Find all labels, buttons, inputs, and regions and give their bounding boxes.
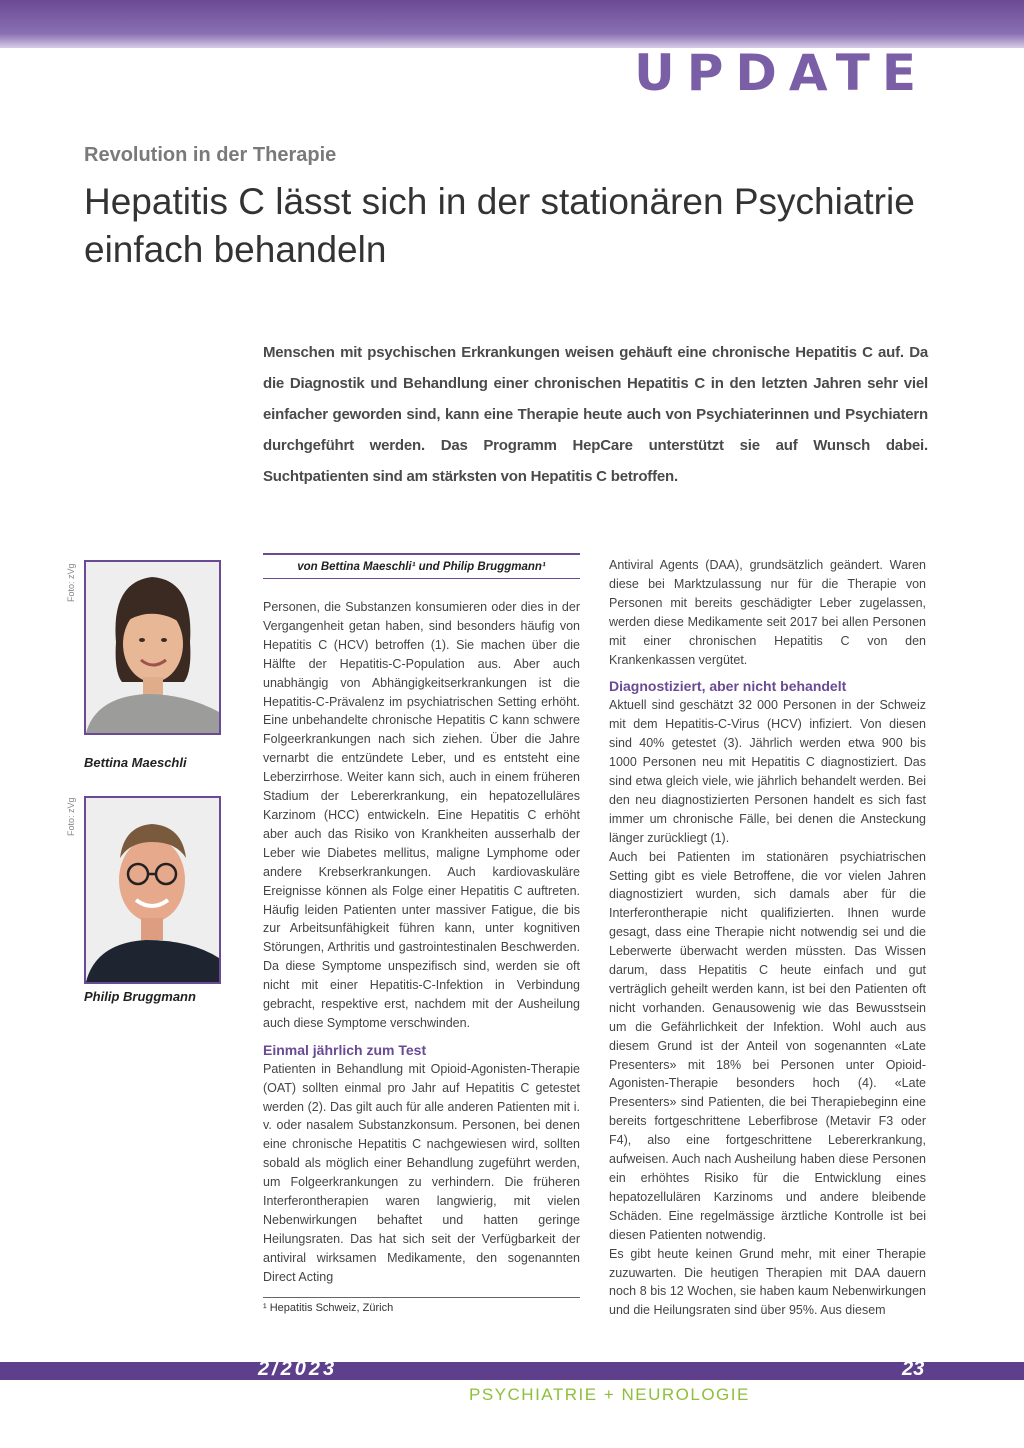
section-heading: Einmal jährlich zum Test (263, 1041, 427, 1058)
article-kicker: Revolution in der Therapie (84, 144, 337, 166)
byline: von Bettina Maeschli¹ und Philip Bruggmann¹ (263, 553, 580, 579)
footnote: ¹ Hepatitis Schweiz, Zürich (263, 1302, 394, 1314)
photo-credit: Foto: zVg (66, 563, 76, 602)
body-paragraph: Personen, die Substanzen konsumieren oder dies in der Vergangenheit getan haben, sind besonders häufig von Hepatitis C (HCV) betroffen (1). Sie machen über die Hälfte der Hepatitis-C-Population aus. Aber auch unabhängig von Abhängigkeitserkrankungen ist die Hepatitis-C-Prävalenz im psychiatrischen Setting erhöht. Eine unbehandelte chronische Hepatitis C kann schwere Folgeerkrankungen nach sich ziehen. Über die Jahre vernarbt die entzündete Leber, und es entsteht eine Leberzirrhose. Weiter kann sich, auch in einem früheren Stadium der Lebererkrankung, ein hepatozelluläres Karzinom (HCC) entwickeln. Eine Hepatitis C erhöht aber auch das Risiko von Krankheiten ausserhalb der Leber wie Diabetes mellitus, maligne Lymphome oder andere Krebserkrankungen. Auch kardiovaskuläre Ereignisse können als Folge einer Hepatitis C auftreten. Häufig leiden Patienten unter massiver Fatigue, die bis zur Arbeitsunfähigkeit führen kann, unter kognitiven Störungen, Arthritis und gastrointestinalen Beschwerden. Da diese Symptome unspezifisch sind, werden sie oft nicht mit einer Hepatitis-C-Infektion in Verbindung gebracht, respektive erst, nachdem mit der Ausheilung auch diese Symptome verschwinden. (263, 600, 580, 1030)
author-photo-maeschli (84, 560, 221, 735)
body-paragraph: Aktuell sind geschätzt 32 000 Personen in der Schweiz mit dem Hepatitis-C-Virus (HCV) infiziert. Von diesen sind 40% getestet (3). Jährlich werden etwa 900 bis 1000 Personen neu mit Hepatitis C diagnostiziert. Das sind etwa gleich viele, wie jährlich behandelt werden. Bei den neu diagnostizierten Personen handelt es sich fast immer um chronische Fälle, bei denen die Ansteckung länger zurückliegt (1). (609, 698, 926, 845)
article-title: Hepatitis C lässt sich in der stationären Psychiatrie einfach behandeln (84, 181, 915, 270)
header-bar (0, 0, 1024, 48)
footer-bar (0, 1362, 1024, 1380)
body-column-left (263, 598, 580, 1287)
portrait-woman-icon (86, 562, 219, 733)
section-title: UPDATE (634, 44, 928, 102)
body-paragraph: Patienten in Behandlung mit Opioid-Agonisten-Therapie (OAT) sollten einmal pro Jahr auf Hepatitis C getestet werden (2). Das gilt auch für alle anderen Patienten mit i. v. oder nasalem Substanzkonsum. Personen, bei denen eine chronische Hepatitis C nachgewiesen wird, sollten sobald als möglich einer Behandlung zugeführt werden, um Folgeerkrankungen zu verhindern. Die früheren Interferontherapien waren langwierig, mit vielen Nebenwirkungen behaftet und hatten geringe Heilungsraten. Das hat sich seit der Verfügbarkeit der antiviral wirksamen Medikamente, den sogenannten Direct Acting (263, 1061, 580, 1284)
issue-number: 2/2023 (258, 1358, 338, 1380)
portrait-man-icon (86, 798, 219, 982)
body-paragraph: Auch bei Patienten im stationären psychiatrischen Setting gibt es viele Betroffene, die vor vielen Jahren diagnostiziert wurden, sich damals aber für die Interferontherapie nicht qualifizierten. Ihnen wurde gesagt, dass eine Therapie nicht notwendig sei und die Leberwerte überwacht werden müssten. Das Wissen darum, dass Hepatitis C heute einfach und gut verträglich geheilt werden kann, ist bei den Patienten oft nicht vorhanden. Genausowenig wie das Bewusstsein um die Gefährlichkeit der Infektion. Wohl auch aus diesem Grund ist der Anteil von sogenannten «Late Presenters» mit 18% bei Personen unter Opioid-Agonisten-Therapie besonders hoch (4). «Late Presenters» sind Patienten, die bei Therapiebeginn eine bereits fortgeschrittene Leberfibrose (Metavir F3 oder F4), also eine fortgeschrittene Lebererkrankung, aufweisen. Auch nach Ausheilung haben diese Personen ein erhöhtes Risiko für die Entwicklung eines hepatozellulären Karzinoms und andere bleibende Schäden. Eine regelmässige ärztliche Kontrolle ist bei diesen Patienten notwendig. (609, 849, 926, 1242)
page-number: 23 (902, 1358, 925, 1380)
journal-name: PSYCHIATRIE + NEUROLOGIE (469, 1385, 750, 1404)
footnote-divider (263, 1297, 580, 1298)
body-paragraph: Antiviral Agents (DAA), grundsätzlich geändert. Waren diese bei Marktzulassung nur für die Therapie von Personen mit bereits geschädigter Leber zugelassen, werden diese Medikamente seit 2017 bei allen Personen mit einer chronischen Hepatitis C von den Krankenkassen vergütet. (609, 558, 926, 667)
author-photo-bruggmann (84, 796, 221, 984)
section-heading: Diagnostiziert, aber nicht behandelt (609, 678, 847, 695)
body-column-right (609, 556, 926, 1320)
body-paragraph: Es gibt heute keinen Grund mehr, mit einer Therapie zuzuwarten. Die heutigen Therapien mit DAA dauern noch 8 bis 12 Wochen, sie haben kaum Nebenwirkungen und die Heilungsraten sind über 95%. Aus diesem (609, 1246, 926, 1318)
photo-caption: Philip Bruggmann (84, 989, 196, 1004)
article-lead: Menschen mit psychischen Erkrankungen weisen gehäuft eine chronische Hepatitis C auf. Da die Diagnostik und Behandlung einer chronischen Hepatitis C in den letzten Jahren sehr viel einfacher geworden sind, kann eine Therapie heute auch von Psychiaterinnen und Psychiatern durchgeführt werden. Das Programm HepCare unterstützt sie auf Wunsch dabei. Suchtpatienten sind am stärksten von Hepatitis C betroffen. (263, 344, 928, 485)
photo-caption: Bettina Maeschli (84, 755, 187, 770)
photo-credit: Foto: zVg (66, 797, 76, 836)
